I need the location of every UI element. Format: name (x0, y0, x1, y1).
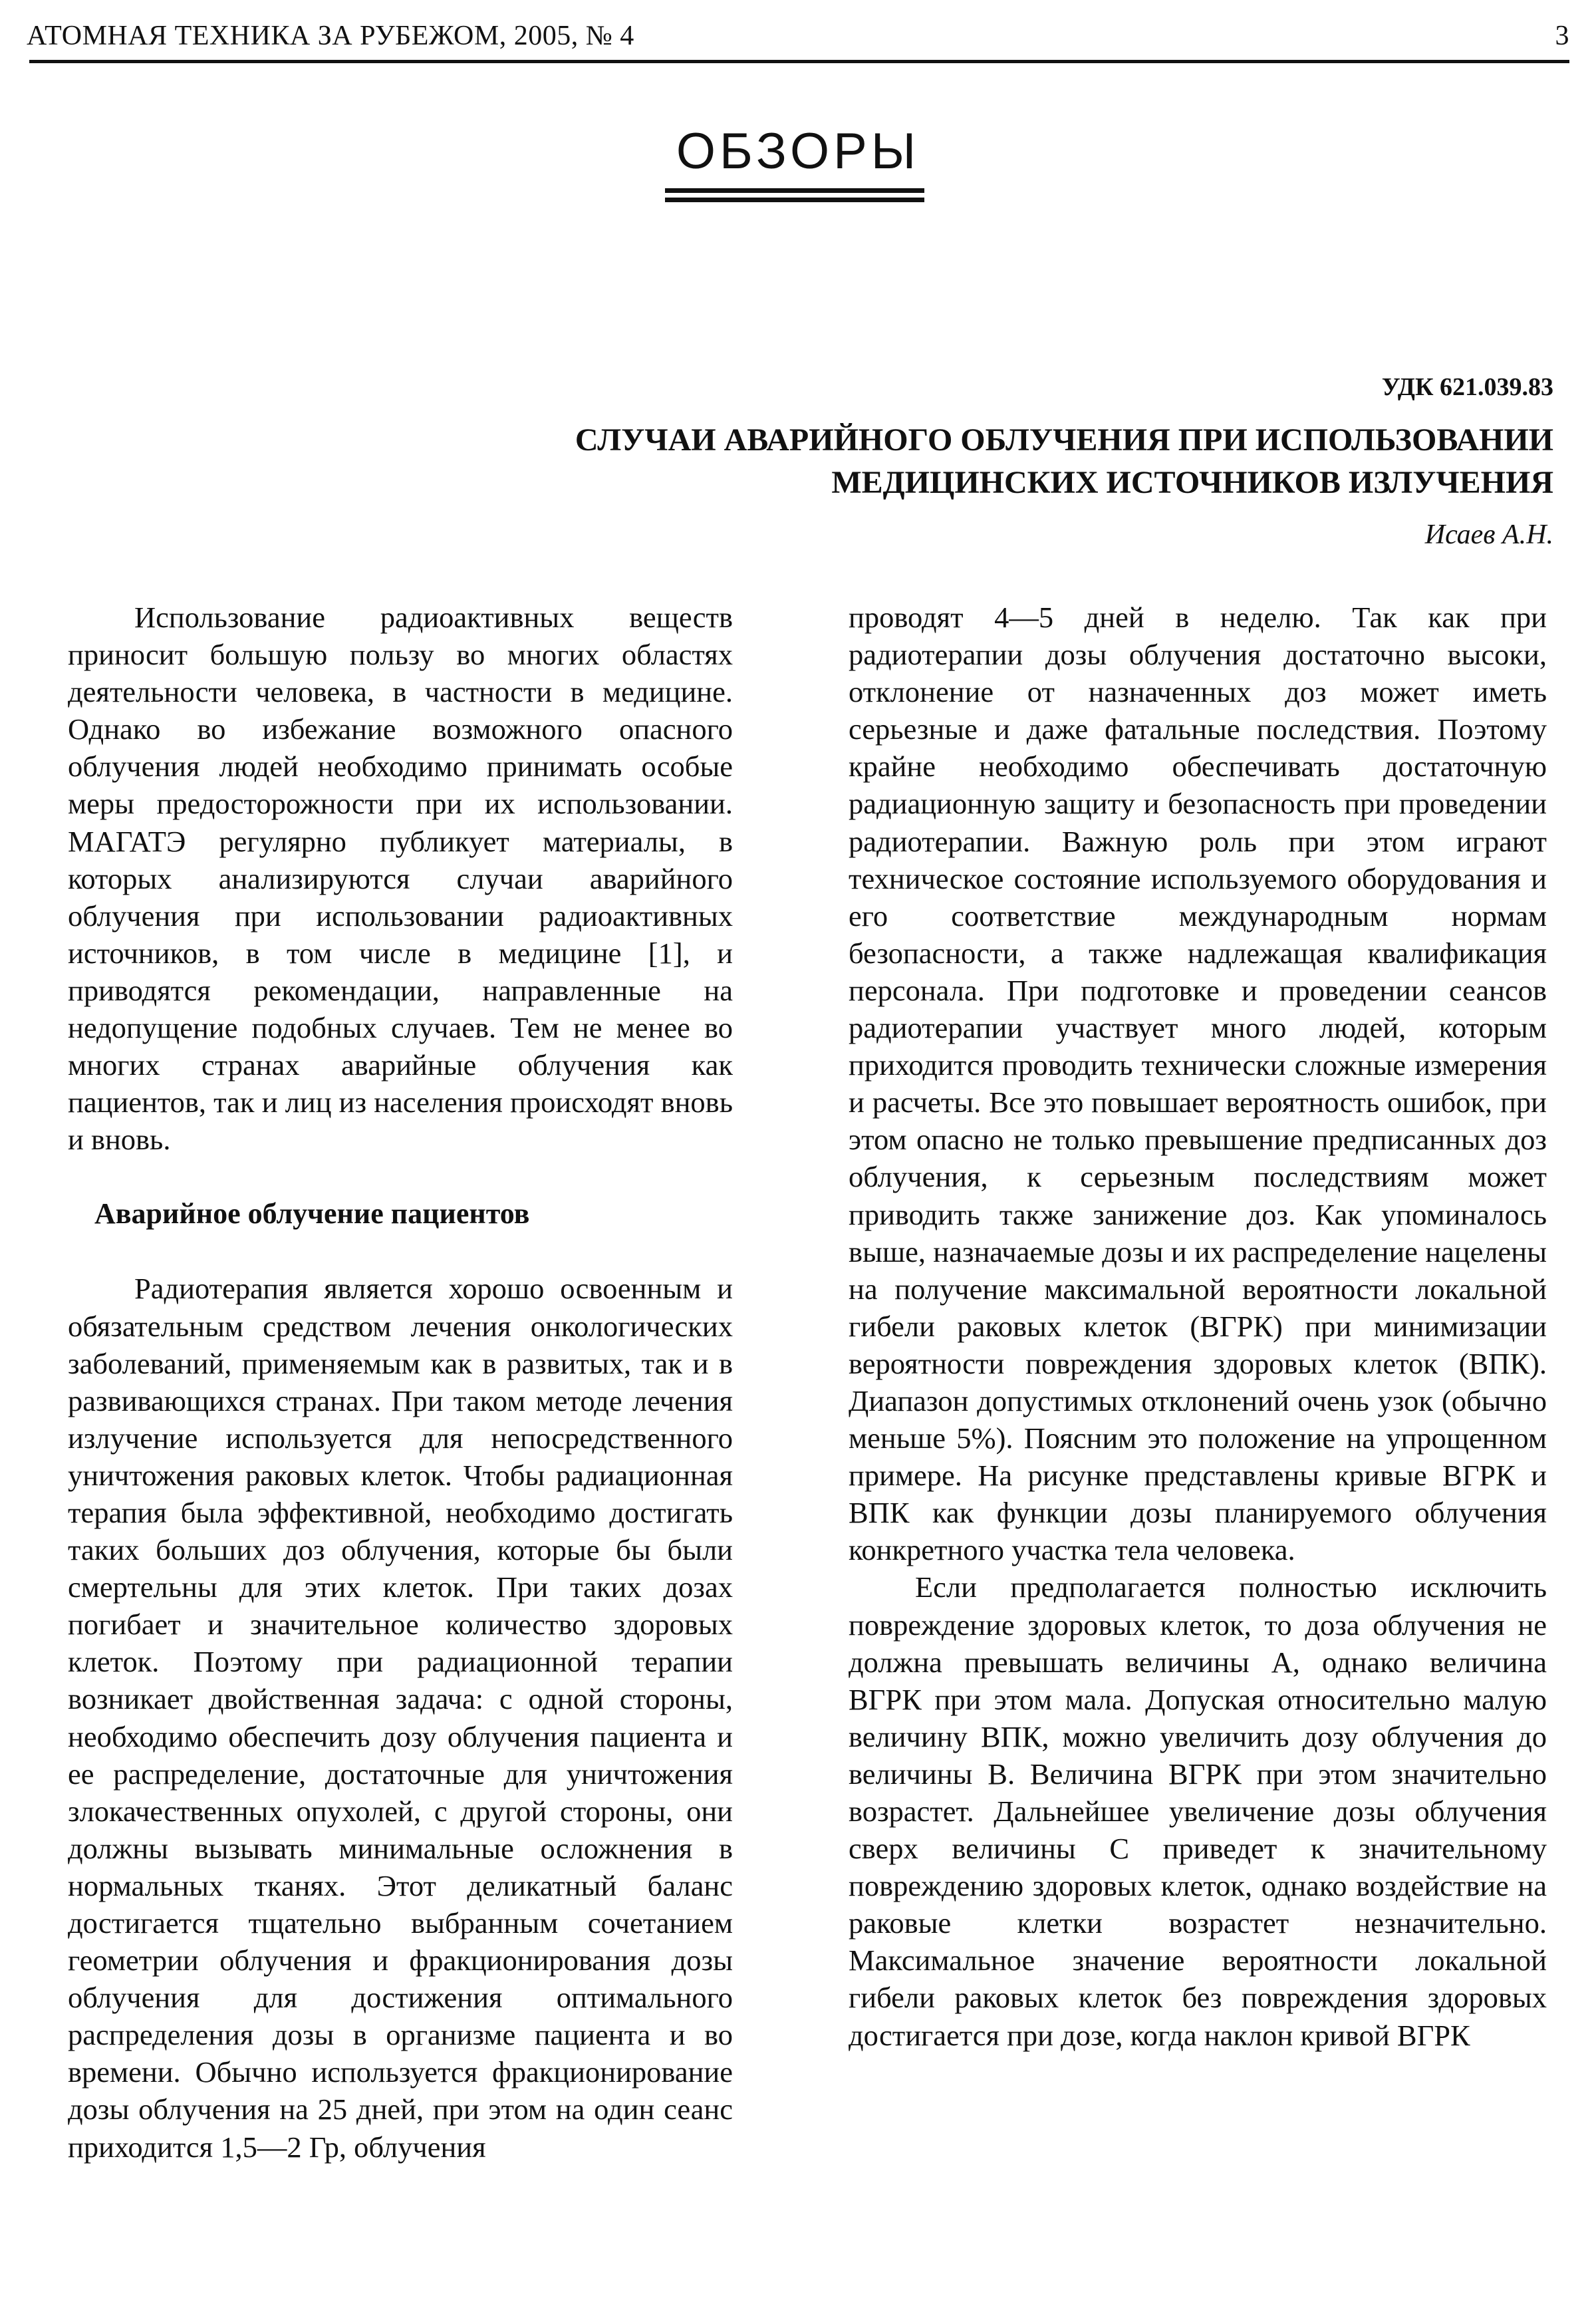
section-underline-top (665, 188, 924, 193)
running-head (27, 19, 1569, 53)
section-title: ОБЗОРЫ (676, 123, 920, 180)
header-rule (29, 60, 1569, 63)
subheading-patients: Аварийное облучение пациентов (94, 1197, 530, 1231)
radiotherapy-paragraph: Радиотерапия является хорошо освоенным и обязательным средством лечения онкологических заболеваний, применяемым как в развитых, так и в развивающихся странах. При таком методе лечения излучение используется для непосредственного уничтожения раковых клеток. Чтобы радиационная терапия была эффективной, необходимо достигать таких больших доз облучения, которые бы были смертельны для этих клеток. При таких дозах погибает и значительное количество здоровых клеток. Поэтому при радиационной терапии возникает двойственная задача: с одной стороны, необходимо обеспечить дозу облучения пациента и ее распределение, достаточные для уничтожения злокачественных опухолей, с другой стороны, они должны вызывать минимальные осложнения в нормальных тканях. Этот деликатный баланс достигается тщательно выбранным сочетанием геометрии облучения и фракционирования дозы облучения для достижения оптимального распределения дозы в организме пациента и во времени. Обычно используется фракционирование дозы облучения на 25 дней, при этом на один сеанс приходится 1,5—2 Гр, облучения (68, 1272, 733, 2164)
article-title-line-2: МЕДИЦИНСКИХ ИСТОЧНИКОВ ИЗЛУЧЕНИЯ (831, 465, 1553, 500)
page-number: 3 (1555, 21, 1569, 51)
article-title-line-1: СЛУЧАИ АВАРИЙНОГО ОБЛУЧЕНИЯ ПРИ ИСПОЛЬЗОВАНИИ (575, 422, 1553, 458)
journal-title: АТОМНАЯ ТЕХНИКА ЗА РУБЕЖОМ, 2005, № 4 (27, 21, 634, 51)
left-column (68, 599, 733, 2166)
article-title (575, 419, 1553, 504)
udk-code: УДК 621.039.83 (1381, 373, 1553, 401)
continued-paragraph: проводят 4—5 дней в неделю. Так как при радиотерапии дозы облучения достаточно высоки, отклонение от назначенных доз может иметь серьезные и даже фатальные последствия. Поэтому крайне необходимо обеспечивать достаточную радиационную защиту и безопасность при проведении радиотерапии. Важную роль при этом играют техническое состояние используемого оборудования и его соответствие международным нормам безопасности, а также надлежащая квалификация персонала. При подготовке и проведении сеансов радиотерапии участвует много людей, которым приходится проводить технически сложные измерения и расчеты. Все это повышает вероятность ошибок, при этом опасно не только превышение предписанных доз облучения, к серьезным последствиям может приводить также занижение доз. Как упоминалось выше, назначаемые дозы и их распределение нацелены на получение максимальной вероятности локальной гибели раковых клеток (ВГРК) при минимизации вероятности повреждения здоровых клеток (ВПК). Диапазон допустимых отклонений очень узок (обычно меньше 5%). Поясним это положение на упрощенном примере. На рисунке представлены кривые ВГРК и ВПК как функции дозы планируемого облучения конкретного участка тела человека. (849, 601, 1547, 1567)
section-underline-bottom (665, 198, 924, 202)
intro-paragraph: Использование радиоактивных веществ приносит большую пользу во многих областях деятельности человека, в частности в медицине. Однако во избежание возможного опасного облучения людей необходимо принимать особые меры предосторожности при их использовании. МАГАТЭ регулярно публикует материалы, в которых анализируются случаи аварийного облучения при использовании радиоактивных источников, в том числе в медицине [1], и приводятся рекомендации, направленные на недопущение подобных случаев. Тем не менее во многих странах аварийные облучения как пациентов, так и лиц из населения происходят вновь и вновь. (68, 601, 733, 1157)
author: Исаев А.Н. (1424, 519, 1553, 550)
right-column (849, 599, 1547, 2054)
dose-paragraph: Если предполагается полностью исключить повреждение здоровых клеток, то доза облучения не должна превышать величины А, однако величина ВГРК при этом мала. Допуская относительно малую величину ВПК, можно увеличить дозу облучения до величины В. Величина ВГРК при этом значительно возрастет. Дальнейшее увеличение дозы облучения сверх величины С приведет к значительному повреждению здоровых клеток, однако воздействие на раковые клетки возрастет незначительно. Максимальное значение вероятности локальной гибели раковых клеток без повреждения здоровых достигается при дозе, когда наклон кривой ВГРК (849, 1570, 1547, 2052)
